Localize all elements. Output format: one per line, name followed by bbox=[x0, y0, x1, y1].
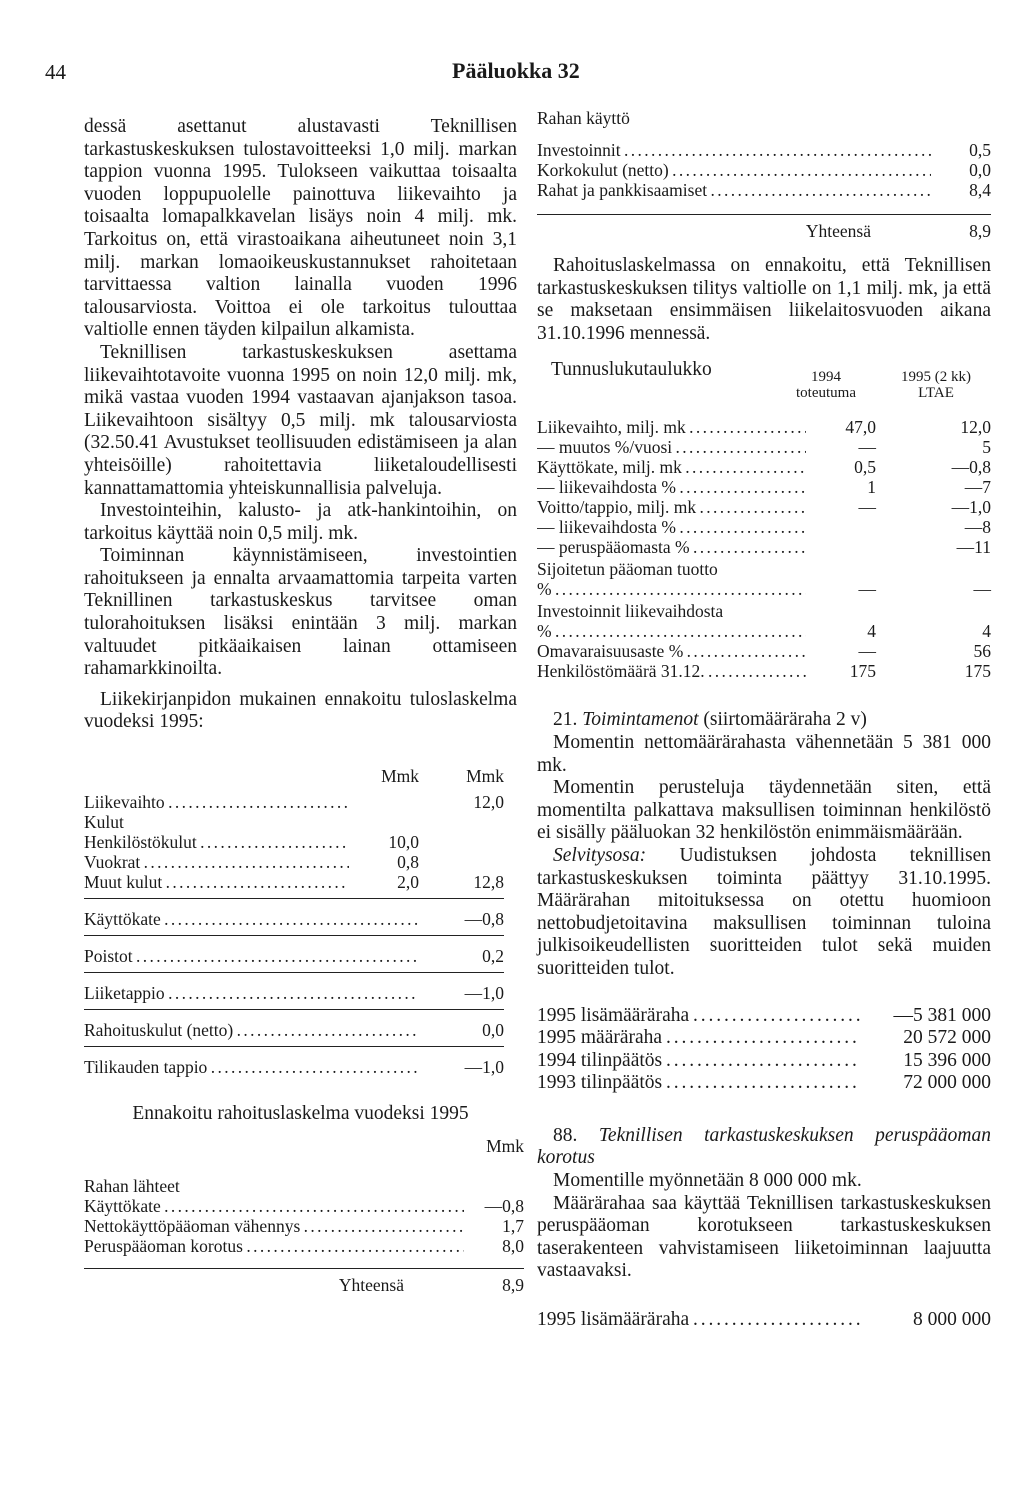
cell-value: —0,8 bbox=[951, 457, 991, 478]
row-label: Rahat ja pankkisaamiset . . . bbox=[537, 180, 931, 200]
row-label: Voitto/tappio, milj. mk . . . bbox=[537, 497, 806, 517]
cell-value: 0,8 bbox=[397, 852, 419, 873]
income-statement-table bbox=[84, 758, 504, 1077]
row-label: Tilikauden tappio . . . bbox=[84, 1057, 419, 1077]
paragraph: Momentin perusteluja täydennetään siten, että momentilta palkattava maksullisen toiminnan henkilöstö ei sisälly pääluokan 32 henkilöstön enimmäismäärään. bbox=[537, 777, 991, 844]
left-column bbox=[84, 116, 524, 1295]
row-label: 1995 lisämääräraha . . . bbox=[537, 1309, 861, 1332]
row-label: Investoinnit . . . bbox=[537, 140, 931, 160]
row-label: — peruspääomasta % . . . bbox=[537, 537, 806, 557]
row-label: Liikevaihto . . . bbox=[84, 792, 349, 812]
row-label: 1995 määräraha . . . bbox=[537, 1027, 861, 1050]
cell-value: 72 000 000 bbox=[903, 1072, 991, 1094]
table-row bbox=[537, 477, 991, 497]
table-row bbox=[537, 180, 991, 200]
section-number: 21. bbox=[553, 709, 578, 731]
column-header: Mmk bbox=[381, 766, 419, 787]
row-label: 1994 tilinpäätös . . . bbox=[537, 1050, 861, 1073]
cell-value: —0,8 bbox=[484, 1195, 524, 1216]
financing-rows bbox=[84, 1196, 524, 1256]
total-value: 8,9 bbox=[969, 221, 991, 241]
paragraph: Uudistuksen johdosta teknillisen tarkastuskeskuksen toiminta päättyy 31.10.1995. Määrärahan mitoituksessa on otettu huomioon nettobudjetoitavina maksullisen toiminnan tuloina julkisoikeudellisten suoritteiden tulot sekä muiden suoritteiden tulot. bbox=[537, 844, 991, 979]
divider bbox=[84, 1268, 524, 1269]
cell-value: —7 bbox=[964, 477, 991, 498]
total-value: 8,9 bbox=[502, 1274, 524, 1295]
cell-value: 15 396 000 bbox=[903, 1049, 991, 1071]
financing-title: Ennakoitu rahoituslaskelma vuodeksi 1995 bbox=[132, 1103, 469, 1125]
financing-table bbox=[84, 1136, 524, 1295]
row-label: Omavaraisuusaste % . . . bbox=[537, 641, 806, 661]
cell-value: 1 bbox=[867, 477, 876, 498]
table-row bbox=[84, 1216, 524, 1236]
section-number: 88. bbox=[553, 1124, 578, 1146]
cell-value: — bbox=[973, 579, 991, 600]
divider bbox=[537, 214, 991, 215]
column-header: LTAE bbox=[918, 385, 954, 402]
cell-value: 0,2 bbox=[482, 946, 504, 967]
column-header: Mmk bbox=[466, 766, 504, 787]
paragraph: Teknillisen tarkastuskeskuksen asettama liikevaihtotavoite vuonna 1995 on noin 12,0 milj. mk, mikä vastaa vuoden 1994 vastaavan ajanjakson tasoa. Liikevaihtoon sisältyy 0,5 milj. mk talousarviosta (32.50.41 Avustukset teollisuuden edistämiseen ja alan yhteisöille) rahoitettavia liiketaloudellisesti kannattamattomia yhteiskunnallisia palveluja. bbox=[84, 341, 517, 499]
right-column bbox=[537, 108, 991, 1332]
row-label: — liikevaihdosta % . . . bbox=[537, 517, 806, 537]
cell-value: 175 bbox=[964, 661, 991, 682]
cell-value: 8 000 000 bbox=[913, 1309, 991, 1331]
paragraph: Investointeihin, kalusto- ja atk-hankintoihin, on tarkoitus käyttää noin 0,5 milj. mk. bbox=[84, 500, 517, 544]
cell-value: 12,0 bbox=[960, 417, 991, 438]
cell-value: 8,0 bbox=[502, 1235, 524, 1256]
table-row bbox=[537, 160, 991, 180]
table-row bbox=[537, 1050, 991, 1073]
cell-value: 0,0 bbox=[969, 160, 991, 180]
page-title: Pääluokka 32 bbox=[452, 58, 580, 83]
row-label: % . . . bbox=[537, 621, 806, 641]
cell-value: 5 bbox=[982, 437, 991, 458]
row-label: Henkilöstömäärä 31.12. . . . bbox=[537, 661, 806, 681]
cell-value: —5 381 000 bbox=[893, 1004, 991, 1026]
row-label: Liikevaihto, milj. mk . . . bbox=[537, 417, 806, 437]
row-label: Nettokäyttöpääoman vähennys . . . bbox=[84, 1216, 464, 1236]
table-row bbox=[537, 1027, 991, 1050]
uses-rows bbox=[537, 140, 991, 200]
cell-value: —1,0 bbox=[951, 497, 991, 518]
row-label: Korkokulut (netto) . . . bbox=[537, 160, 931, 180]
cell-value: 0,5 bbox=[969, 140, 991, 160]
page-number: 44 bbox=[45, 60, 66, 84]
row-label: Poistot . . . bbox=[84, 946, 419, 966]
row-label: Kulut bbox=[84, 812, 124, 833]
cell-value: — bbox=[858, 437, 876, 458]
column-header: toteutuma bbox=[796, 385, 856, 402]
section-title: Teknillisen tarkastuskeskuksen peruspääoman korotus bbox=[537, 1124, 992, 1169]
column-header: 1994 bbox=[811, 369, 841, 386]
cell-value: —1,0 bbox=[464, 983, 504, 1004]
cell-value: 1,7 bbox=[502, 1215, 524, 1236]
cell-value: — bbox=[858, 579, 876, 600]
cell-value: 2,0 bbox=[397, 872, 419, 893]
uses-title: Rahan käyttö bbox=[537, 108, 630, 128]
cell-value: 20 572 000 bbox=[903, 1027, 991, 1049]
row-label: Vuokrat . . . bbox=[84, 852, 349, 872]
kpi-table bbox=[537, 359, 991, 681]
cell-value: 0,5 bbox=[854, 457, 876, 478]
paragraph: Momentin nettomäärärahasta vähennetään 5 381 000 mk. bbox=[537, 731, 991, 776]
row-label: 1995 lisämääräraha . . . bbox=[537, 1005, 861, 1028]
cell-value: — bbox=[858, 497, 876, 518]
cell-value: 12,0 bbox=[473, 792, 504, 813]
row-label: — muutos %/vuosi . . . bbox=[537, 437, 806, 457]
cell-value: 12,8 bbox=[473, 872, 504, 893]
row-label: Käyttökate, milj. mk . . . bbox=[537, 457, 806, 477]
table-row bbox=[537, 437, 991, 457]
kpi-rows bbox=[537, 417, 991, 557]
row-label: % . . . bbox=[537, 579, 806, 599]
column-header: 1995 (2 kk) bbox=[901, 369, 971, 386]
table-row bbox=[84, 1236, 524, 1256]
total-label: Yhteensä bbox=[338, 1274, 404, 1295]
cell-value: 4 bbox=[867, 621, 876, 642]
table-row bbox=[537, 417, 991, 437]
paragraph: Liikekirjanpidon mukainen ennakoitu tuloslaskelma vuodeksi 1995: bbox=[84, 688, 517, 733]
section-title-rest: (siirtomääräraha 2 v) bbox=[703, 709, 867, 731]
paragraph: Määrärahaa saa käyttää Teknillisen tarkastuskeskuksen peruspääoman korotukseen tarkastuskeskuksen taserakenteen vahvistamiseen liiketoiminnan laajuutta vastaavaksi. bbox=[537, 1192, 991, 1282]
paragraph: dessä asettanut alustavasti Teknillisen tarkastuskeskuksen tulostavoitteeksi 1,0 milj. markan tappion vuonna 1995. Tulokseen vaikuttaa toisaalta vuoden loppupuolelle painottuva liikevaihto ja toisaalta lomapalkkavelan lisäys noin 4 milj. mk. Tarkoitus on, että virastoaikana aiheutuneet noin 3,1 milj. markan lomaoikeuskustannukset rahoitetaan tarvittaessa valtion lainalla vuoden 1996 talousarviosta. Voittoa ei ole tarkoitus tulouttaa valtiolle ennen täyden kilpailun alkamista. bbox=[84, 116, 517, 341]
row-label: 1993 tilinpäätös . . . bbox=[537, 1072, 861, 1095]
section-88 bbox=[537, 1125, 991, 1332]
appropriation-rows bbox=[537, 1005, 991, 1095]
paragraph: Momentille myönnetään 8 000 000 mk. bbox=[553, 1170, 862, 1192]
cell-value: 4 bbox=[982, 621, 991, 642]
table-row bbox=[537, 1072, 991, 1095]
cell-value: 8,4 bbox=[969, 180, 991, 200]
selvitysosa-label: Selvitysosa: bbox=[553, 844, 647, 866]
row-label: Muut kulut . . . bbox=[84, 872, 349, 892]
cell-value: —8 bbox=[964, 517, 991, 538]
row-label: Käyttökate . . . bbox=[84, 909, 419, 929]
kpi-title: Tunnuslukutaulukko bbox=[551, 359, 712, 381]
cell-value: — bbox=[858, 641, 876, 662]
table-row bbox=[537, 537, 991, 557]
cell-value: 56 bbox=[973, 641, 991, 662]
table-row bbox=[537, 457, 991, 477]
section-label: Rahan lähteet bbox=[84, 1175, 180, 1196]
row-label: Käyttökate . . . bbox=[84, 1196, 464, 1216]
row-label: Investoinnit liikevaihdosta bbox=[537, 601, 724, 622]
row-label: Henkilöstökulut . . . bbox=[84, 832, 349, 852]
table-row bbox=[537, 497, 991, 517]
table-row bbox=[537, 140, 991, 160]
row-label: Peruspääoman korotus . . . bbox=[84, 1236, 464, 1256]
cell-value: 47,0 bbox=[845, 417, 876, 438]
table-row bbox=[537, 517, 991, 537]
row-label: Liiketappio . . . bbox=[84, 983, 419, 1003]
total-label: Yhteensä bbox=[805, 221, 871, 241]
paragraph: Toiminnan käynnistämiseen, investointien rahoitukseen ja ennalta arvaamattomia tarpeita varten Teknillinen tarkastuskeskus tarvitsee oman tulorahoituksen lisäksi enintään 3 milj. markan valtuudet pitkäaikaisen lainan ottamiseen rahamarkkinoilta. bbox=[84, 545, 517, 680]
paragraph: Rahoituslaskelmassa on ennakoitu, että Teknillisen tarkastuskeskuksen tilitys valtiolle on 1,1 milj. mk, ja että se maksetaan ensimmäisen liikelaitosvuoden aikana 31.10.1996 mennessä. bbox=[537, 255, 991, 344]
cell-value: 175 bbox=[849, 661, 876, 682]
row-label: Rahoituskulut (netto) . . . bbox=[84, 1020, 419, 1040]
row-label: Sijoitetun pääoman tuotto bbox=[537, 559, 718, 580]
table-row bbox=[84, 1196, 524, 1216]
cell-value: 10,0 bbox=[388, 832, 419, 853]
column-header: Mmk bbox=[486, 1135, 524, 1156]
section-title: Toimintamenot bbox=[582, 709, 699, 731]
row-label: — liikevaihdosta % . . . bbox=[537, 477, 806, 497]
table-row bbox=[537, 1005, 991, 1028]
cell-value: —11 bbox=[956, 537, 991, 558]
cell-value: 0,0 bbox=[482, 1020, 504, 1041]
cell-value: —0,8 bbox=[464, 909, 504, 930]
cell-value: —1,0 bbox=[464, 1057, 504, 1078]
section-21 bbox=[537, 709, 991, 1095]
